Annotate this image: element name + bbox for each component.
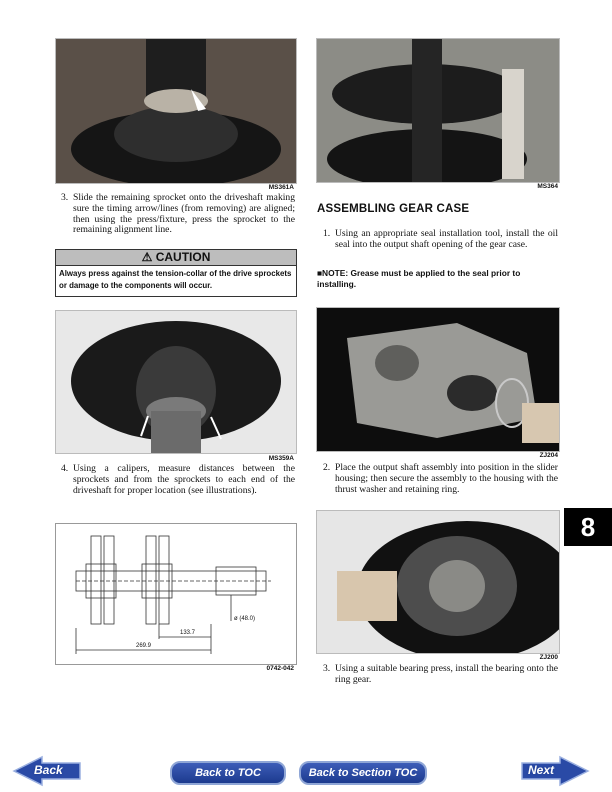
gear-case-illustration bbox=[317, 308, 559, 451]
caution-text: Always press against the tension-collar of the drive sprockets or damage to the components will occur. bbox=[59, 269, 292, 290]
caution-header bbox=[56, 250, 296, 266]
photo-caption: MS361A bbox=[268, 184, 294, 191]
photo-caption: ZJ200 bbox=[539, 654, 558, 661]
back-button[interactable] bbox=[12, 755, 82, 787]
step-4-left: 4. Using a calipers, measure distances between the sprockets and from the sprockets to each end of the driveshaft for proper location (see illustrations). bbox=[61, 463, 295, 496]
dim-1: 133.7 bbox=[180, 630, 196, 636]
next-button[interactable] bbox=[520, 755, 590, 787]
dim-2: 269.9 bbox=[136, 643, 152, 649]
step-2-right: 2. Place the output shaft assembly into position in the slider housing; then secure the assembly to the housing with the thrust washer and retaining ring. bbox=[323, 462, 558, 495]
photo-sprocket-press bbox=[55, 38, 297, 184]
diagram-caption: 0742-042 bbox=[266, 665, 294, 672]
step-3-left: 3. Slide the remaining sprocket onto the driveshaft making sure the timing arrow/lines (from removing) are aligned; then using the press/fixture, press the sprocket to the remaining alignment line. bbox=[61, 192, 295, 236]
caution-title: CAUTION bbox=[155, 250, 211, 264]
section-tab: 8 bbox=[564, 508, 612, 546]
photo-sprocket-collar bbox=[55, 310, 297, 454]
photo-caption: MS364 bbox=[537, 183, 558, 190]
driveshaft-schematic bbox=[56, 524, 296, 664]
photo-caption: MS359A bbox=[268, 455, 294, 462]
back-to-toc-button[interactable]: Back to TOC bbox=[170, 761, 286, 785]
section-heading: ASSEMBLING GEAR CASE bbox=[317, 203, 470, 215]
photo-gear-case-seal bbox=[316, 307, 560, 452]
warning-icon: ⚠ bbox=[141, 250, 153, 264]
back-label: Back bbox=[34, 763, 63, 777]
note-grease: ■NOTE: Grease must be applied to the seal prior to installing. bbox=[317, 268, 521, 289]
dim-diameter: ø (48.0) bbox=[234, 616, 256, 622]
caution-box bbox=[55, 249, 297, 297]
sprocket-illustration bbox=[56, 39, 296, 183]
photo-caption: ZJ204 bbox=[539, 452, 558, 459]
photo-ring-gear bbox=[316, 510, 560, 654]
ring-gear-illustration bbox=[317, 511, 559, 653]
measure-illustration bbox=[317, 39, 559, 182]
next-label: Next bbox=[528, 763, 555, 777]
step-3-right: 3. Using a suitable bearing press, install the bearing onto the ring gear. bbox=[323, 663, 558, 685]
driveshaft-diagram bbox=[55, 523, 297, 665]
sprocket-collar-illustration bbox=[56, 311, 296, 453]
photo-sprocket-measure bbox=[316, 38, 560, 183]
back-to-section-toc-button[interactable]: Back to Section TOC bbox=[299, 761, 427, 785]
step-1-right: 1. Using an appropriate seal installation tool, install the oil seal into the output shaft opening of the gear case. bbox=[323, 228, 558, 250]
